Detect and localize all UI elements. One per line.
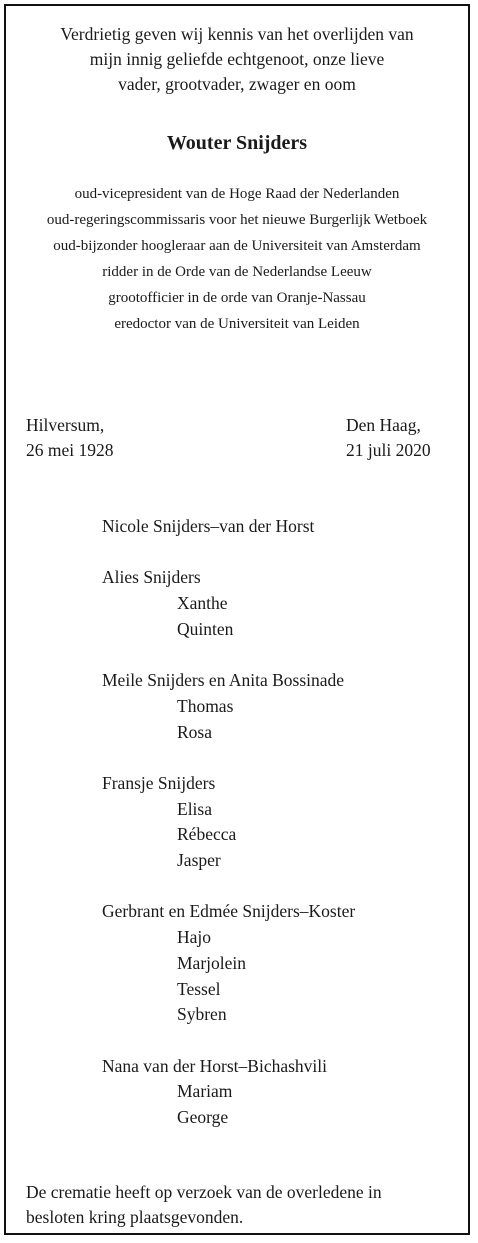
grandchild: Elisa	[177, 798, 212, 819]
title-line: ridder in de Orde van de Nederlandse Leeuw	[102, 264, 372, 280]
title-line: grootofficier in de orde van Oranje-Nassau	[108, 290, 366, 306]
grandchild: Xanthe	[177, 593, 228, 614]
family-group	[102, 514, 355, 540]
grandchild: Rosa	[177, 721, 212, 742]
grandchild: Thomas	[177, 695, 234, 716]
family-group	[102, 565, 355, 642]
intro-text	[6, 22, 468, 97]
family-member: Fransje Snijders	[102, 772, 216, 793]
grandchild: Mariam	[177, 1081, 233, 1102]
closing-line: De crematie heeft op verzoek van de overledene in	[26, 1182, 382, 1202]
birth-date: 26 mei 1928	[26, 440, 114, 460]
grandchild: Sybren	[177, 1004, 227, 1025]
family-member: Nicole Snijders–van der Horst	[102, 516, 315, 536]
family-group	[102, 1054, 355, 1131]
closing-text	[26, 1180, 456, 1230]
obituary-card	[4, 4, 470, 1235]
titles-list	[6, 181, 468, 337]
family-member: Nana van der Horst–Bichashvili	[102, 1055, 328, 1076]
birth-place: Hilversum,	[26, 415, 105, 435]
title-line: oud-regeringscommissaris voor het nieuwe Burgerlijk Wetboek	[46, 212, 428, 228]
closing-line: besloten kring plaatsgevonden.	[26, 1207, 244, 1227]
family-group	[102, 899, 355, 1028]
family-member: Meile Snijders en Anita Bossinade	[102, 670, 345, 691]
title-line: eredoctor van de Universiteit van Leiden	[114, 316, 360, 332]
grandchild: Tessel	[177, 978, 221, 999]
intro-line: mijn innig geliefde echtgenoot, onze lieve	[89, 49, 385, 69]
grandchild: Hajo	[177, 927, 212, 948]
grandchild: Jasper	[177, 850, 221, 871]
intro-line: Verdrietig geven wij kennis van het overlijden van	[60, 24, 414, 44]
death-info	[346, 413, 431, 463]
grandchild: George	[177, 1107, 229, 1128]
family-member: Gerbrant en Edmée Snijders–Koster	[102, 901, 356, 922]
grandchild: Marjolein	[177, 952, 247, 973]
title-line: oud-vicepresident van de Hoge Raad der Nederlanden	[74, 186, 400, 202]
birth-info	[26, 413, 114, 463]
deceased-name: Wouter Snijders	[166, 132, 308, 154]
death-date: 21 juli 2020	[346, 440, 431, 460]
family-member: Alies Snijders	[102, 567, 201, 588]
grandchild: Rébecca	[177, 824, 237, 845]
family-group	[102, 668, 355, 745]
title-line: oud-bijzonder hoogleraar aan de Universiteit van Amsterdam	[53, 238, 421, 254]
death-place: Den Haag,	[346, 415, 421, 435]
family-group	[102, 771, 355, 874]
family-list	[102, 514, 355, 1156]
intro-line: vader, grootvader, zwager en oom	[118, 74, 356, 94]
grandchild: Quinten	[177, 618, 234, 639]
